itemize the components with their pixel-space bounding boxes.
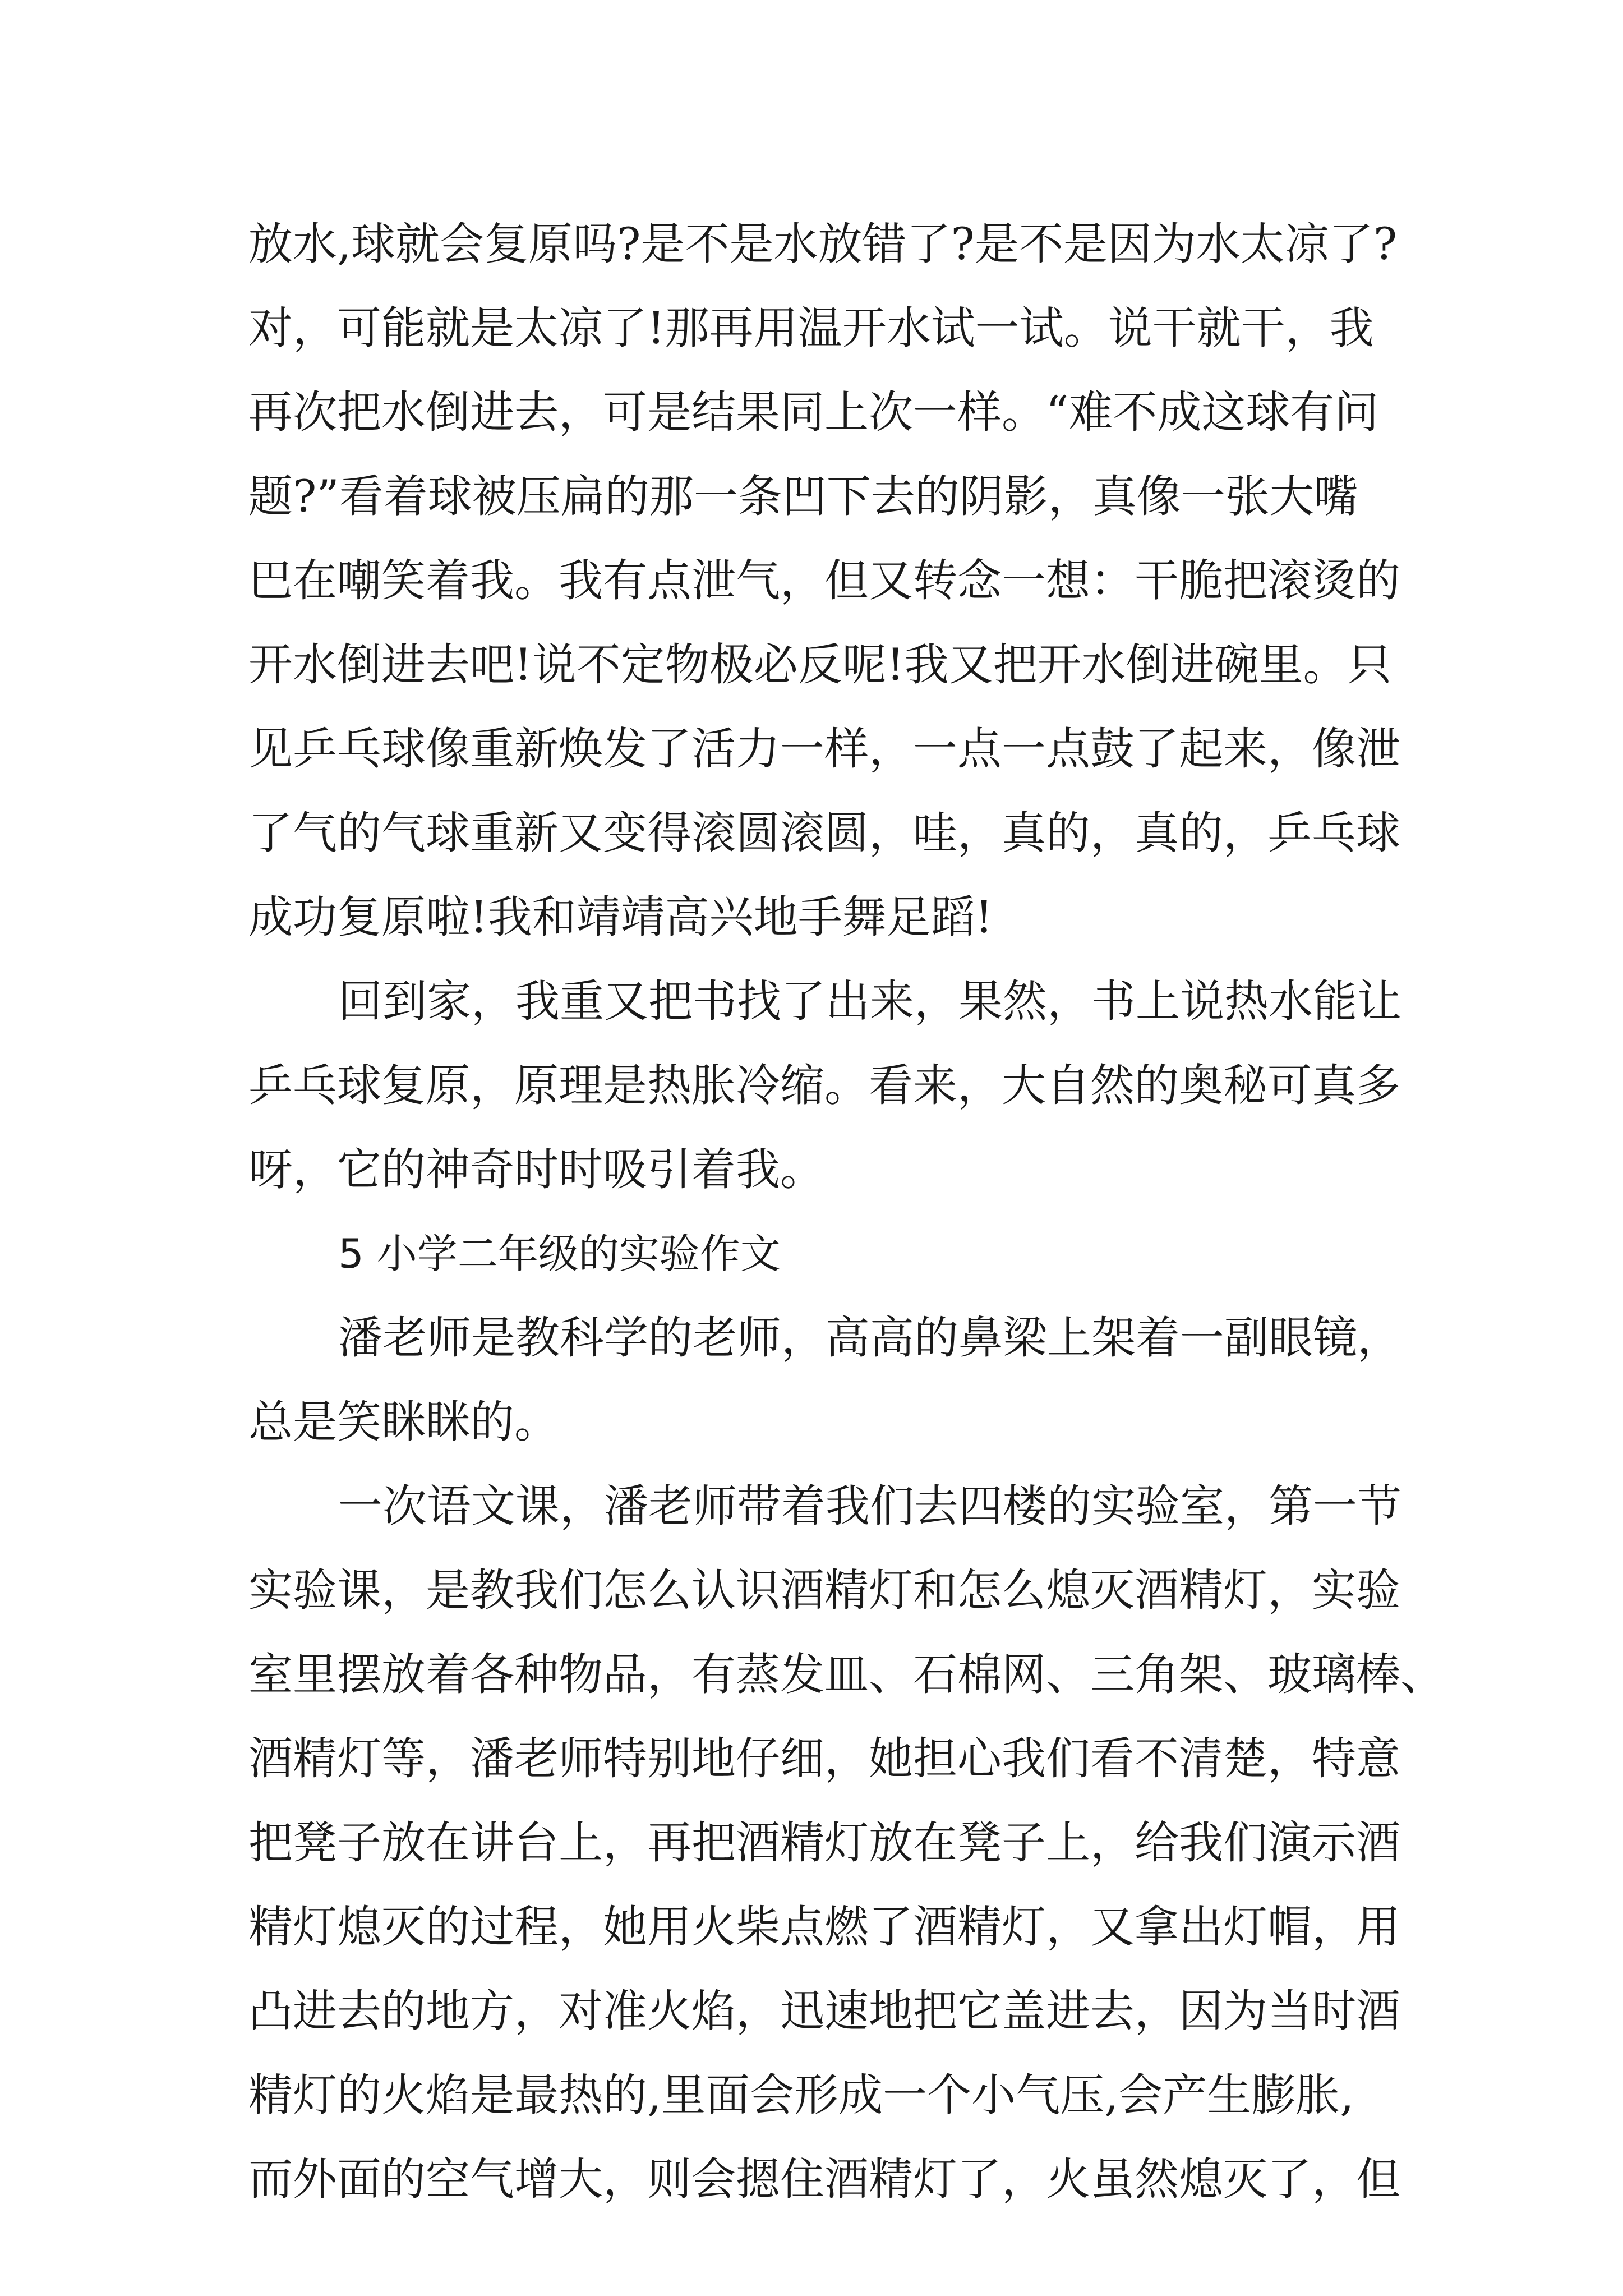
- text-line: 了气的气球重新又变得滚圆滚圆，哇，真的，真的，乒乓球: [248, 807, 1400, 859]
- paragraph-conclusion: [248, 959, 1404, 1212]
- text-line: 室里摆放着各种物品，有蒸发皿、石棉网、三角架、玻璃棒、: [248, 1649, 1445, 1700]
- paragraph-teacher-intro: [248, 1296, 1404, 1464]
- paragraph-continuation: [248, 202, 1404, 959]
- text-line: 把凳子放在讲台上，再把酒精灯放在凳子上，给我们演示酒: [248, 1817, 1400, 1869]
- text-line: 实验课，是教我们怎么认识酒精灯和怎么熄灭酒精灯，实验: [248, 1565, 1400, 1616]
- text-line: 成功复原啦!我和靖靖高兴地手舞足蹈!: [248, 891, 993, 943]
- heading-text: 5 小学二年级的实验作文: [338, 1230, 781, 1277]
- text-line: 乒乓球复原，原理是热胀冷缩。看来，大自然的奥秘可真多: [248, 1060, 1400, 1111]
- text-line: 巴在嘲笑着我。我有点泄气，但又转念一想：干脆把滚烫的: [248, 555, 1400, 606]
- document-body: [248, 202, 1445, 2221]
- text-line: 酒精灯等，潘老师特别地仔细，她担心我们看不清楚，特意: [248, 1733, 1400, 1784]
- text-line: 再次把水倒进去，可是结果同上次一样。“难不成这球有问: [248, 386, 1379, 438]
- text-line: 潘老师是教科学的老师，高高的鼻梁上架着一副眼镜，: [338, 1312, 1401, 1364]
- text-line: 见乒乓球像重新焕发了活力一样，一点一点鼓了起来，像泄: [248, 723, 1400, 775]
- paragraph-experiment: [248, 1464, 1445, 2221]
- text-line: 而外面的空气增大，则会摁住酒精灯了，火虽然熄灭了，但: [248, 2154, 1400, 2205]
- text-line: 放水,球就会复原吗?是不是水放错了?是不是因为水太凉了?: [248, 218, 1398, 270]
- text-line: 开水倒进去吧!说不定物极必反呢!我又把开水倒进碗里。只: [248, 639, 1392, 691]
- text-line: 对，可能就是太凉了!那再用温开水试一试。说干就干，我: [248, 302, 1374, 354]
- text-line: 一次语文课，潘老师带着我们去四楼的实验室，第一节: [338, 1480, 1401, 1532]
- text-line: 呀，它的神奇时时吸引着我。: [248, 1144, 824, 1195]
- text-line: 总是笑眯眯的。: [248, 1396, 559, 1448]
- text-line: 精灯的火焰是最热的,里面会形成一个小气压,会产生膨胀,: [248, 2069, 1354, 2121]
- text-line: 题?”看着球被压扁的那一条凹下去的阴影，真像一张大嘴: [248, 471, 1358, 522]
- section-heading: [248, 1212, 1404, 1296]
- text-line: 精灯熄灭的过程，她用火柴点燃了酒精灯，又拿出灯帽，用: [248, 1901, 1400, 1953]
- text-line: 凸进去的地方，对准火焰，迅速地把它盖进去，因为当时酒: [248, 1985, 1400, 2037]
- text-line: 回到家，我重又把书找了出来，果然，书上说热水能让: [338, 976, 1401, 1027]
